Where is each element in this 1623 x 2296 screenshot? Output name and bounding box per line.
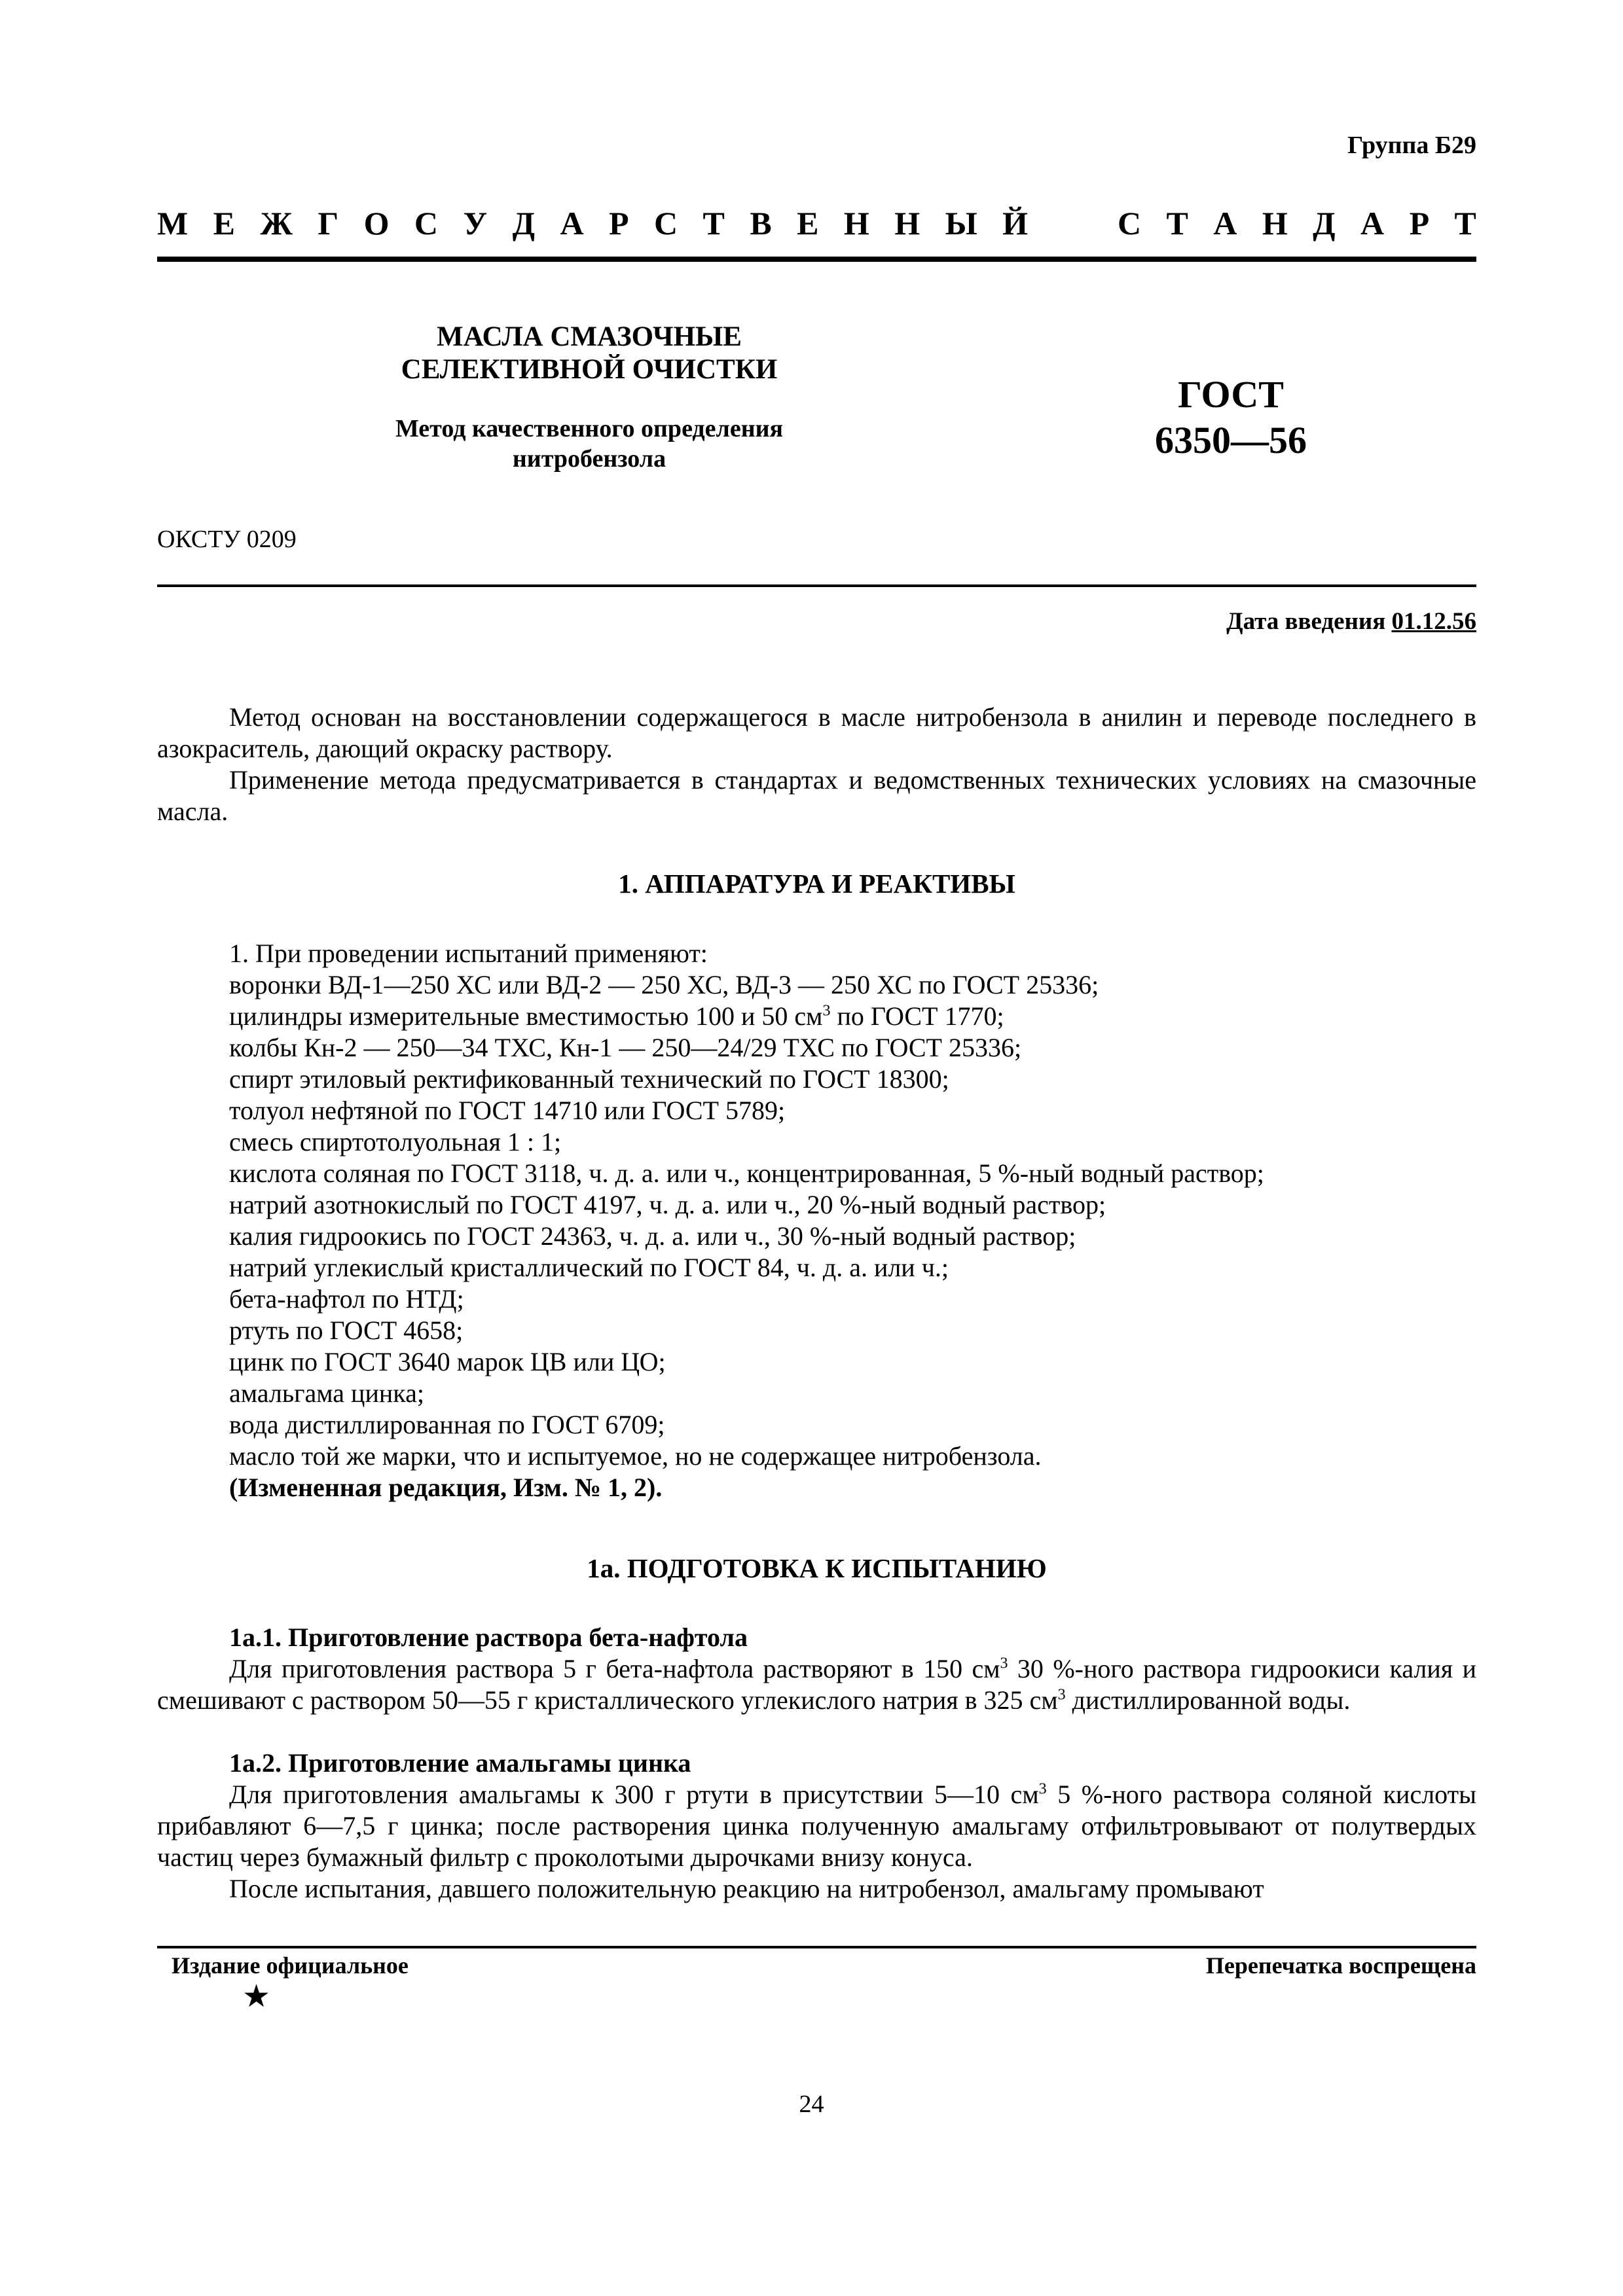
- title-line-2: СЕЛЕКТИВНОЙ ОЧИСТКИ: [401, 354, 778, 385]
- banner-letter: Й: [1002, 205, 1029, 242]
- subtitle-line-1: Метод качественного определения: [395, 415, 784, 442]
- introduction-date: [1226, 607, 1476, 636]
- gost-number: 6350—56: [1155, 419, 1307, 461]
- list-item: 1. При проведении испытаний применяют:: [229, 939, 708, 968]
- subsection-1a2-title: 1а.2. Приготовление амальгамы цинка: [229, 1748, 691, 1778]
- subsection-1a1-text: Для приготовления раствора 5 г бета-нафтола растворяют в 150 $см^3$ 30 %-ного раствора гидроокиси калия и смешивают с раствором 50—55 г кристаллического углекислого натрия в 325 $см^3$ дистиллированной воды.: [157, 1654, 1476, 1715]
- header-rule: [157, 257, 1476, 262]
- banner-word-gap: [1053, 204, 1093, 242]
- list-item: смесь спиртотолуольная 1 : 1;: [229, 1127, 562, 1157]
- banner-letter: Д: [512, 205, 536, 242]
- date-label: Дата введения: [1226, 608, 1386, 635]
- banner-letter: Г: [318, 205, 339, 242]
- document-subtitle: [288, 414, 890, 474]
- group-code: Группа Б29: [1347, 132, 1476, 159]
- banner-letter: Н: [894, 205, 921, 242]
- title-rule: [157, 584, 1476, 587]
- list-item: воронки ВД-1—250 ХС или ВД-2 — 250 ХС, ВД-3 — 250 ХС по ГОСТ 25336;: [229, 970, 1099, 999]
- banner-letter: А: [560, 205, 584, 242]
- banner-letter: Р: [609, 205, 629, 242]
- list-item: натрий азотнокислый по ГОСТ 4197, ч. д. а. или ч., 20 %-ный водный раствор;: [229, 1190, 1106, 1219]
- document-title: [288, 321, 890, 386]
- banner-letter: О: [363, 205, 390, 242]
- list-item: колбы Кн-2 — 250—34 ТХС, Кн-1 — 250—24/29 ТХС по ГОСТ 25336;: [229, 1033, 1022, 1062]
- subsection-1a2-text: Для приготовления амальгамы к 300 г ртути в присутствии 5—10 $см^3$ 5 %-ного раствора соляной кислоты прибавляют 6—7,5 г цинка; после растворения цинка полученную амальгаму отфильтровывают от полутвердых частиц через бумажный фильтр с проколотыми дырочками внизу конуса.: [157, 1780, 1477, 1872]
- gost-label: ГОСТ: [1178, 373, 1284, 416]
- list-item: амальгама цинка;: [229, 1378, 424, 1408]
- banner-letter: Н: [843, 205, 869, 242]
- banner-letter: А: [1213, 205, 1237, 242]
- banner-letter: С: [1117, 205, 1142, 242]
- banner-letter: Ж: [260, 205, 293, 242]
- list-item: спирт этиловый ректификованный технический по ГОСТ 18300;: [229, 1064, 949, 1094]
- banner-letter: С: [414, 205, 439, 242]
- apparatus-list: [229, 938, 1476, 1503]
- star-icon: ★: [242, 1979, 271, 2014]
- subsection-1a1-title: 1а.1. Приготовление раствора бета-нафтола: [229, 1623, 748, 1652]
- list-item: масло той же марки, что и испытуемое, но не содержащее нитробензола.: [229, 1441, 1042, 1471]
- banner-letter: Т: [702, 205, 725, 242]
- banner-letter: Д: [1313, 205, 1336, 242]
- banner-letter: А: [1360, 205, 1385, 242]
- banner-letter: У: [463, 205, 488, 242]
- section-1a-heading: 1а. ПОДГОТОВКА К ИСПЫТАНИЮ: [587, 1553, 1047, 1583]
- banner-letter: Т: [1454, 205, 1476, 242]
- banner-letter: В: [750, 205, 772, 242]
- subsection-1a2-block: [157, 1779, 1476, 1905]
- intro-paragraph-2: Применение метода предусматривается в стандартах и ведомственных технических условиях на смазочные масла.: [157, 765, 1476, 826]
- intro-paragraph-1: Метод основан на восстановлении содержащегося в масле нитробензола в анилин и переводе последнего в азокраситель, дающий окраску раствору.: [157, 702, 1476, 763]
- list-item: толуол нефтяной по ГОСТ 14710 или ГОСТ 5789;: [229, 1096, 786, 1125]
- reprint-prohibited-label: Перепечатка воспрещена: [1205, 1952, 1476, 1979]
- banner-letter: Р: [1409, 205, 1430, 242]
- date-value: 01.12.56: [1391, 608, 1476, 635]
- page-number: 24: [799, 2090, 824, 2118]
- amendment-note: (Измененная редакция, Изм. № 1, 2).: [229, 1473, 663, 1502]
- intro-block: [157, 702, 1476, 827]
- list-item: кислота соляная по ГОСТ 3118, ч. д. а. или ч., концентрированная, 5 %-ный водный раствор;: [229, 1158, 1264, 1188]
- list-item: цилиндры измерительные вместимостью 100 и 50 $см^3$ по ГОСТ 1770;: [229, 1001, 1004, 1031]
- banner-letter: Е: [213, 205, 235, 242]
- title-line-1: МАСЛА СМАЗОЧНЫЕ: [437, 321, 742, 352]
- banner-letter: С: [653, 205, 678, 242]
- banner-letter: Ы: [945, 205, 977, 242]
- banner-letter: Н: [1262, 205, 1288, 242]
- list-item: натрий углекислый кристаллический по ГОСТ 84, ч. д. а. или ч.;: [229, 1253, 949, 1282]
- subsection-1a2-continuation: После испытания, давшего положительную реакцию на нитробензол, амальгаму промывают: [229, 1874, 1264, 1903]
- okstu-code: ОКСТУ 0209: [157, 526, 297, 553]
- subtitle-line-2: нитробензола: [512, 445, 666, 473]
- gost-designation: [1106, 372, 1355, 463]
- interstate-standard-banner: [157, 204, 1476, 242]
- section-1-heading: 1. АППАРАТУРА И РЕАКТИВЫ: [618, 869, 1015, 899]
- banner-letter: М: [157, 205, 189, 242]
- banner-letter: Е: [797, 205, 819, 242]
- list-item: ртуть по ГОСТ 4658;: [229, 1316, 464, 1345]
- list-item: вода дистиллированная по ГОСТ 6709;: [229, 1410, 665, 1439]
- banner-letter: Т: [1166, 205, 1188, 242]
- list-item: бета-нафтол по НТД;: [229, 1284, 464, 1314]
- list-item: калия гидроокись по ГОСТ 24363, ч. д. а. или ч., 30 %-ный водный раствор;: [229, 1221, 1076, 1251]
- footer-rule: [157, 1946, 1476, 1948]
- official-edition-label: Издание официальное: [172, 1952, 409, 1979]
- list-item: цинк по ГОСТ 3640 марок ЦВ или ЦО;: [229, 1347, 666, 1376]
